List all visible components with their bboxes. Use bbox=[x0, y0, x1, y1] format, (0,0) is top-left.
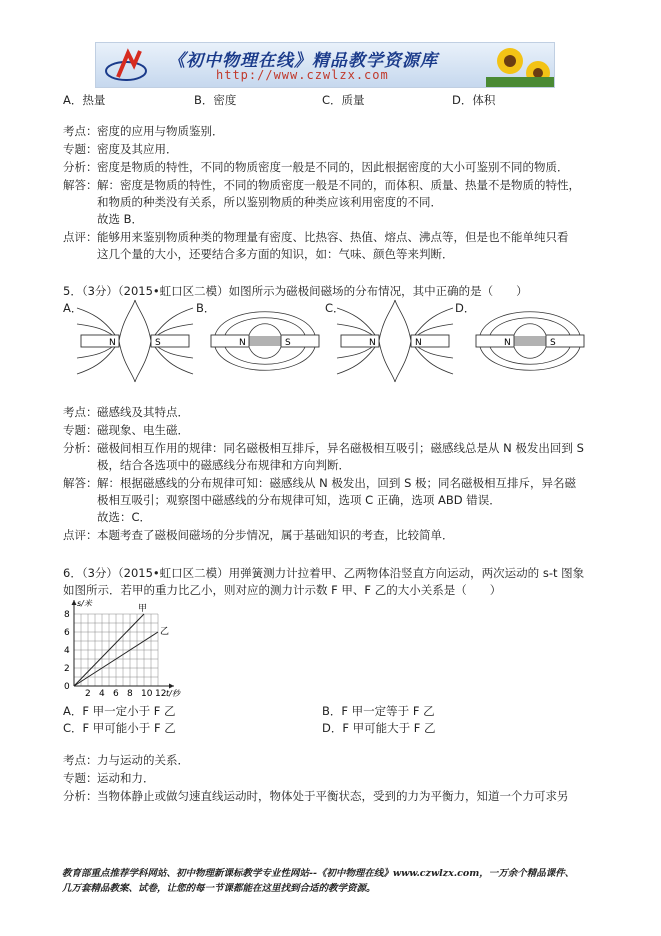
x-tick-label: 12 bbox=[155, 689, 167, 698]
q4-option-d: D．体积 bbox=[452, 93, 496, 107]
x-tick-label: 4 bbox=[99, 689, 105, 698]
x-tick-label: 10 bbox=[141, 689, 153, 698]
q5-dianping: 点评：本题考查了磁极间磁场的分步情况，属于基础知识的考查，比较简单． bbox=[63, 528, 454, 542]
magnet-pole-label: N bbox=[109, 338, 116, 348]
q4-jieda-line3: 故选 B． bbox=[97, 212, 144, 226]
header-banner bbox=[95, 42, 555, 88]
q4-dianping: 点评：能够用来鉴别物质种类的物理量有密度、比热容、热值、熔点、沸点等，但是也不能单纯只看 bbox=[63, 230, 569, 244]
y-axis-arrow bbox=[72, 600, 77, 605]
banner-url[interactable]: http://www.czwlzx.com bbox=[216, 68, 389, 82]
series-label-0: 甲 bbox=[138, 604, 148, 614]
q4-option-b: B．密度 bbox=[194, 93, 237, 107]
q6-option-a: A．F 甲一定小于 F 乙 bbox=[63, 704, 176, 718]
origin-label: 0 bbox=[64, 682, 70, 692]
q5-jieda-line2: 极相互吸引；观察图中磁感线的分布规律可知，选项 C 正确，选项 ABD 错误． bbox=[97, 493, 501, 507]
q5-option-a: A． bbox=[63, 301, 83, 315]
magnet-pole-label: N bbox=[415, 338, 422, 348]
footer-line1: 教育部重点推荐学科网站、初中物理新课标教学专业性网站--《初中物理在线》www.czwlzx.com，一万余个精品课件、 bbox=[62, 868, 575, 879]
sunflower-icon bbox=[486, 43, 554, 87]
q5-jieda: 解答：解：根据磁感线的分布规律可知：磁感线从 N 极发出，回到 S 极；同名磁极相互排斥，异名磁 bbox=[63, 476, 577, 490]
banner-title: 《初中物理在线》精品教学资源库 bbox=[168, 51, 438, 71]
q4-jieda: 解答：解：密度是物质的特性，不同的物质密度一般是不同的，而体积、质量、热量不是物质的特性， bbox=[63, 178, 580, 192]
q6-option-b: B．F 甲一定等于 F 乙 bbox=[322, 704, 435, 718]
q5-fenxi: 分析：磁极间相互作用的规律：同名磁极相互排斥，异名磁极相互吸引；磁感线总是从 N 极发出回到 S bbox=[63, 441, 584, 455]
magnet-pole-label: N bbox=[369, 338, 376, 348]
x-tick-label: 8 bbox=[127, 689, 133, 698]
series-label-1: 乙 bbox=[160, 627, 170, 637]
logo-icon bbox=[104, 47, 156, 83]
q5-figure-d bbox=[470, 298, 590, 384]
q5-kaodian: 考点：磁感线及其特点． bbox=[63, 405, 189, 419]
q5-option-d: D． bbox=[455, 301, 476, 315]
q4-fenxi: 分析：密度是物质的特性，不同的物质密度一般是不同的，因此根据密度的大小可鉴别不同的物质． bbox=[63, 160, 569, 174]
magnet-pole-label: N bbox=[504, 338, 511, 348]
magnet-pole-label: S bbox=[285, 338, 291, 348]
q5-fenxi-line2: 极，结合各选项中的磁感线分布规律和方向判断． bbox=[97, 458, 350, 472]
q5-figure-b bbox=[205, 298, 325, 384]
y-tick-label: 4 bbox=[64, 646, 70, 656]
q5-option-c: C． bbox=[325, 301, 345, 315]
magnet-pole-label: S bbox=[550, 338, 556, 348]
q5-jieda-line3: 故选：C． bbox=[97, 510, 152, 524]
y-tick-label: 2 bbox=[64, 664, 70, 674]
x-tick-label: 6 bbox=[113, 689, 119, 698]
q6-stem-line2: 如图所示．若甲的重力比乙小，则对应的测力计示数 F 甲、F 乙的大小关系是（ ） bbox=[63, 583, 502, 597]
q6-kaodian: 考点：力与运动的关系． bbox=[63, 753, 189, 767]
q5-figure-c bbox=[335, 298, 455, 384]
q6-zhuanti: 专题：运动和力． bbox=[63, 771, 155, 785]
q4-zhuanti: 专题：密度及其应用． bbox=[63, 142, 178, 156]
q5-zhuanti: 专题：磁现象、电生磁． bbox=[63, 423, 189, 437]
q4-option-c: C．质量 bbox=[322, 93, 365, 107]
q6-stem: 6．（3分）（2015•虹口区二模）用弹簧测力计拉着甲、乙两物体沿竖直方向运动，两次运动的 s-t 图象 bbox=[63, 566, 585, 580]
q6-option-d: D．F 甲可能大于 F 乙 bbox=[322, 721, 436, 735]
y-axis-label: s/米 bbox=[77, 599, 92, 608]
q5-stem: 5．（3分）（2015•虹口区二模）如图所示为磁极间磁场的分布情况，其中正确的是（ ） bbox=[63, 284, 528, 298]
footer-line2: 几万套精品教案、试卷，让您的每一节课都能在这里找到合适的教学资源。 bbox=[62, 883, 376, 894]
x-axis-label: t/秒 bbox=[166, 689, 180, 698]
magnet-pole-label: N bbox=[239, 338, 246, 348]
q4-jieda-line2: 和物质的种类没有关系，所以鉴别物质的种类应该利用密度的不同． bbox=[97, 195, 442, 209]
y-tick-label: 6 bbox=[64, 628, 70, 638]
q6-option-c: C．F 甲可能小于 F 乙 bbox=[63, 721, 176, 735]
magnet-pole-label: S bbox=[155, 338, 161, 348]
y-tick-label: 8 bbox=[64, 610, 70, 620]
x-tick-label: 2 bbox=[85, 689, 91, 698]
q4-dianping-line2: 这几个量的大小，还要结合多方面的知识，如：气味、颜色等来判断． bbox=[97, 247, 454, 261]
q4-option-a: A．热量 bbox=[63, 93, 106, 107]
st-chart bbox=[62, 598, 192, 698]
x-axis-arrow bbox=[169, 684, 174, 689]
q6-fenxi: 分析：当物体静止或做匀速直线运动时，物体处于平衡状态，受到的力为平衡力，知道一个力可求另 bbox=[63, 789, 569, 803]
q4-kaodian: 考点：密度的应用与物质鉴别． bbox=[63, 124, 224, 138]
q5-option-b: B． bbox=[196, 301, 216, 315]
q5-figure-a bbox=[75, 298, 195, 384]
